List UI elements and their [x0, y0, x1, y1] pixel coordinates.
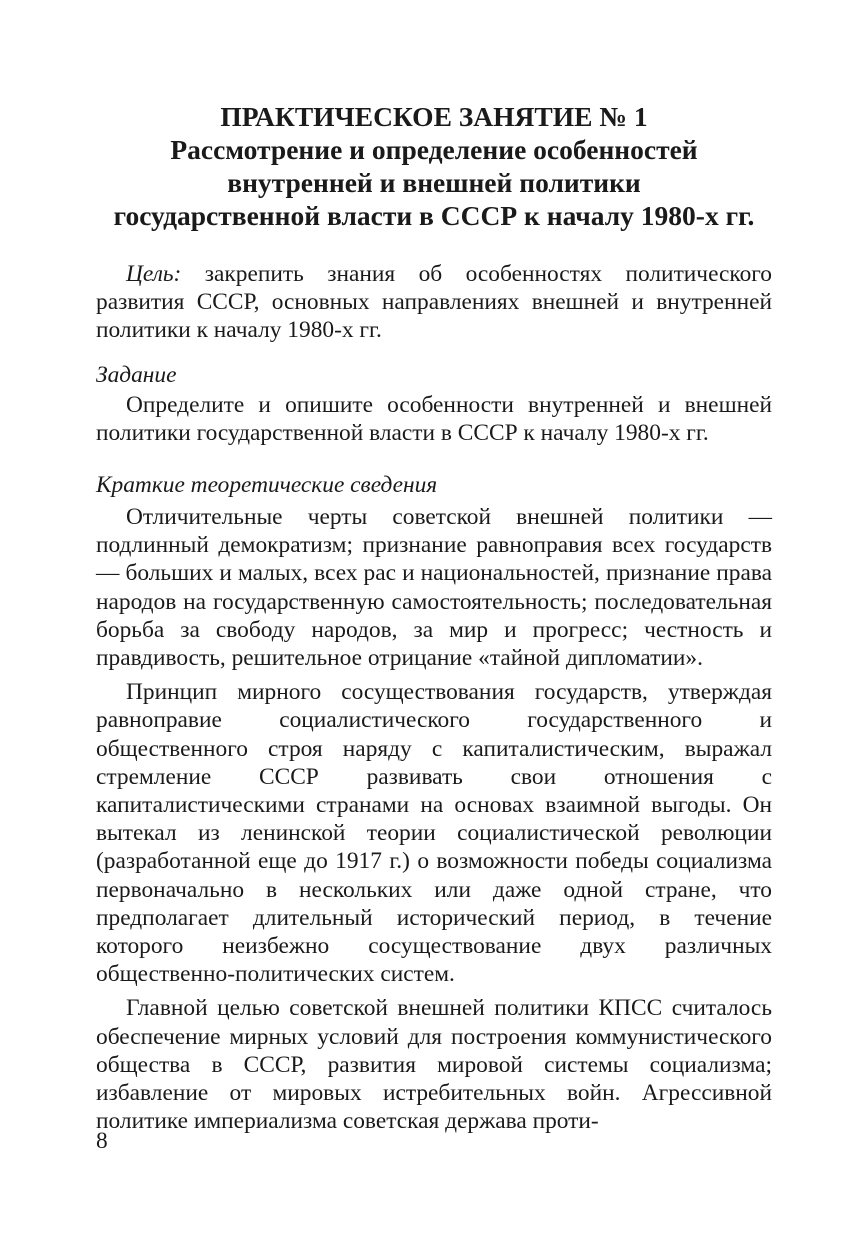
theory-heading: Краткие теоретические сведения: [96, 472, 438, 499]
document-page: [96, 100, 772, 1135]
title-line-1: ПРАКТИЧЕСКОЕ ЗАНЯТИЕ № 1: [220, 101, 648, 132]
theory-paragraph-2: Принцип мирного сосуществования государств, утверждая равноправие социалистического государственного и общественного строя наряду с капиталистическим, выражал стремление СССР развивать свои отношения с капиталистическими странами на основах взаимной выгоды. Он вытекал из ленинской теории социалистической революции (разработанной еще до 1917 г.) о возможности победы социализма первоначально в нескольких или даже одной стране, что предполагает длительный исторический период, в течение которого неизбежно сосуществование двух различных общественно-политических систем.: [96, 679, 772, 988]
theory-paragraph-1: Отличительные черты советской внешней политики — подлинный демократизм; признание равноправия всех государств — больших и малых, всех рас и национальностей, признание права народов на государственную самостоятельность; последовательная борьба за свободу народов, за мир и прогресс; честность и правдивость, решительное отрицание «тайной дипломатии».: [96, 504, 772, 672]
goal-label: Цель:: [126, 261, 182, 287]
task-paragraph: Определите и опишите особенности внутренней и внешней политики государственной власти в СССР к началу 1980-х гг.: [96, 391, 772, 446]
page-title: [96, 100, 772, 232]
goal-paragraph: [96, 260, 772, 345]
task-heading: Задание: [96, 361, 177, 388]
goal-text: закрепить знания об особенностях политического развития СССР, основных направлениях внешней и внутренней политики к началу 1980-х гг.: [96, 261, 772, 344]
title-line-4: государственной власти в СССР к началу 1980-х гг.: [113, 200, 755, 231]
title-line-3: внутренней и внешней политики: [227, 167, 641, 198]
theory-paragraph-3: Главной целью советской внешней политики КПСС считалось обеспечение мирных условий для построения коммунистического общества в СССР, развития мировой системы социализма; избавление от мировых истребительных войн. Агрессивной политике империализма советская держава проти-: [96, 995, 772, 1135]
title-line-2: Рассмотрение и определение особенностей: [170, 134, 698, 165]
page-number: 8: [96, 1128, 108, 1154]
